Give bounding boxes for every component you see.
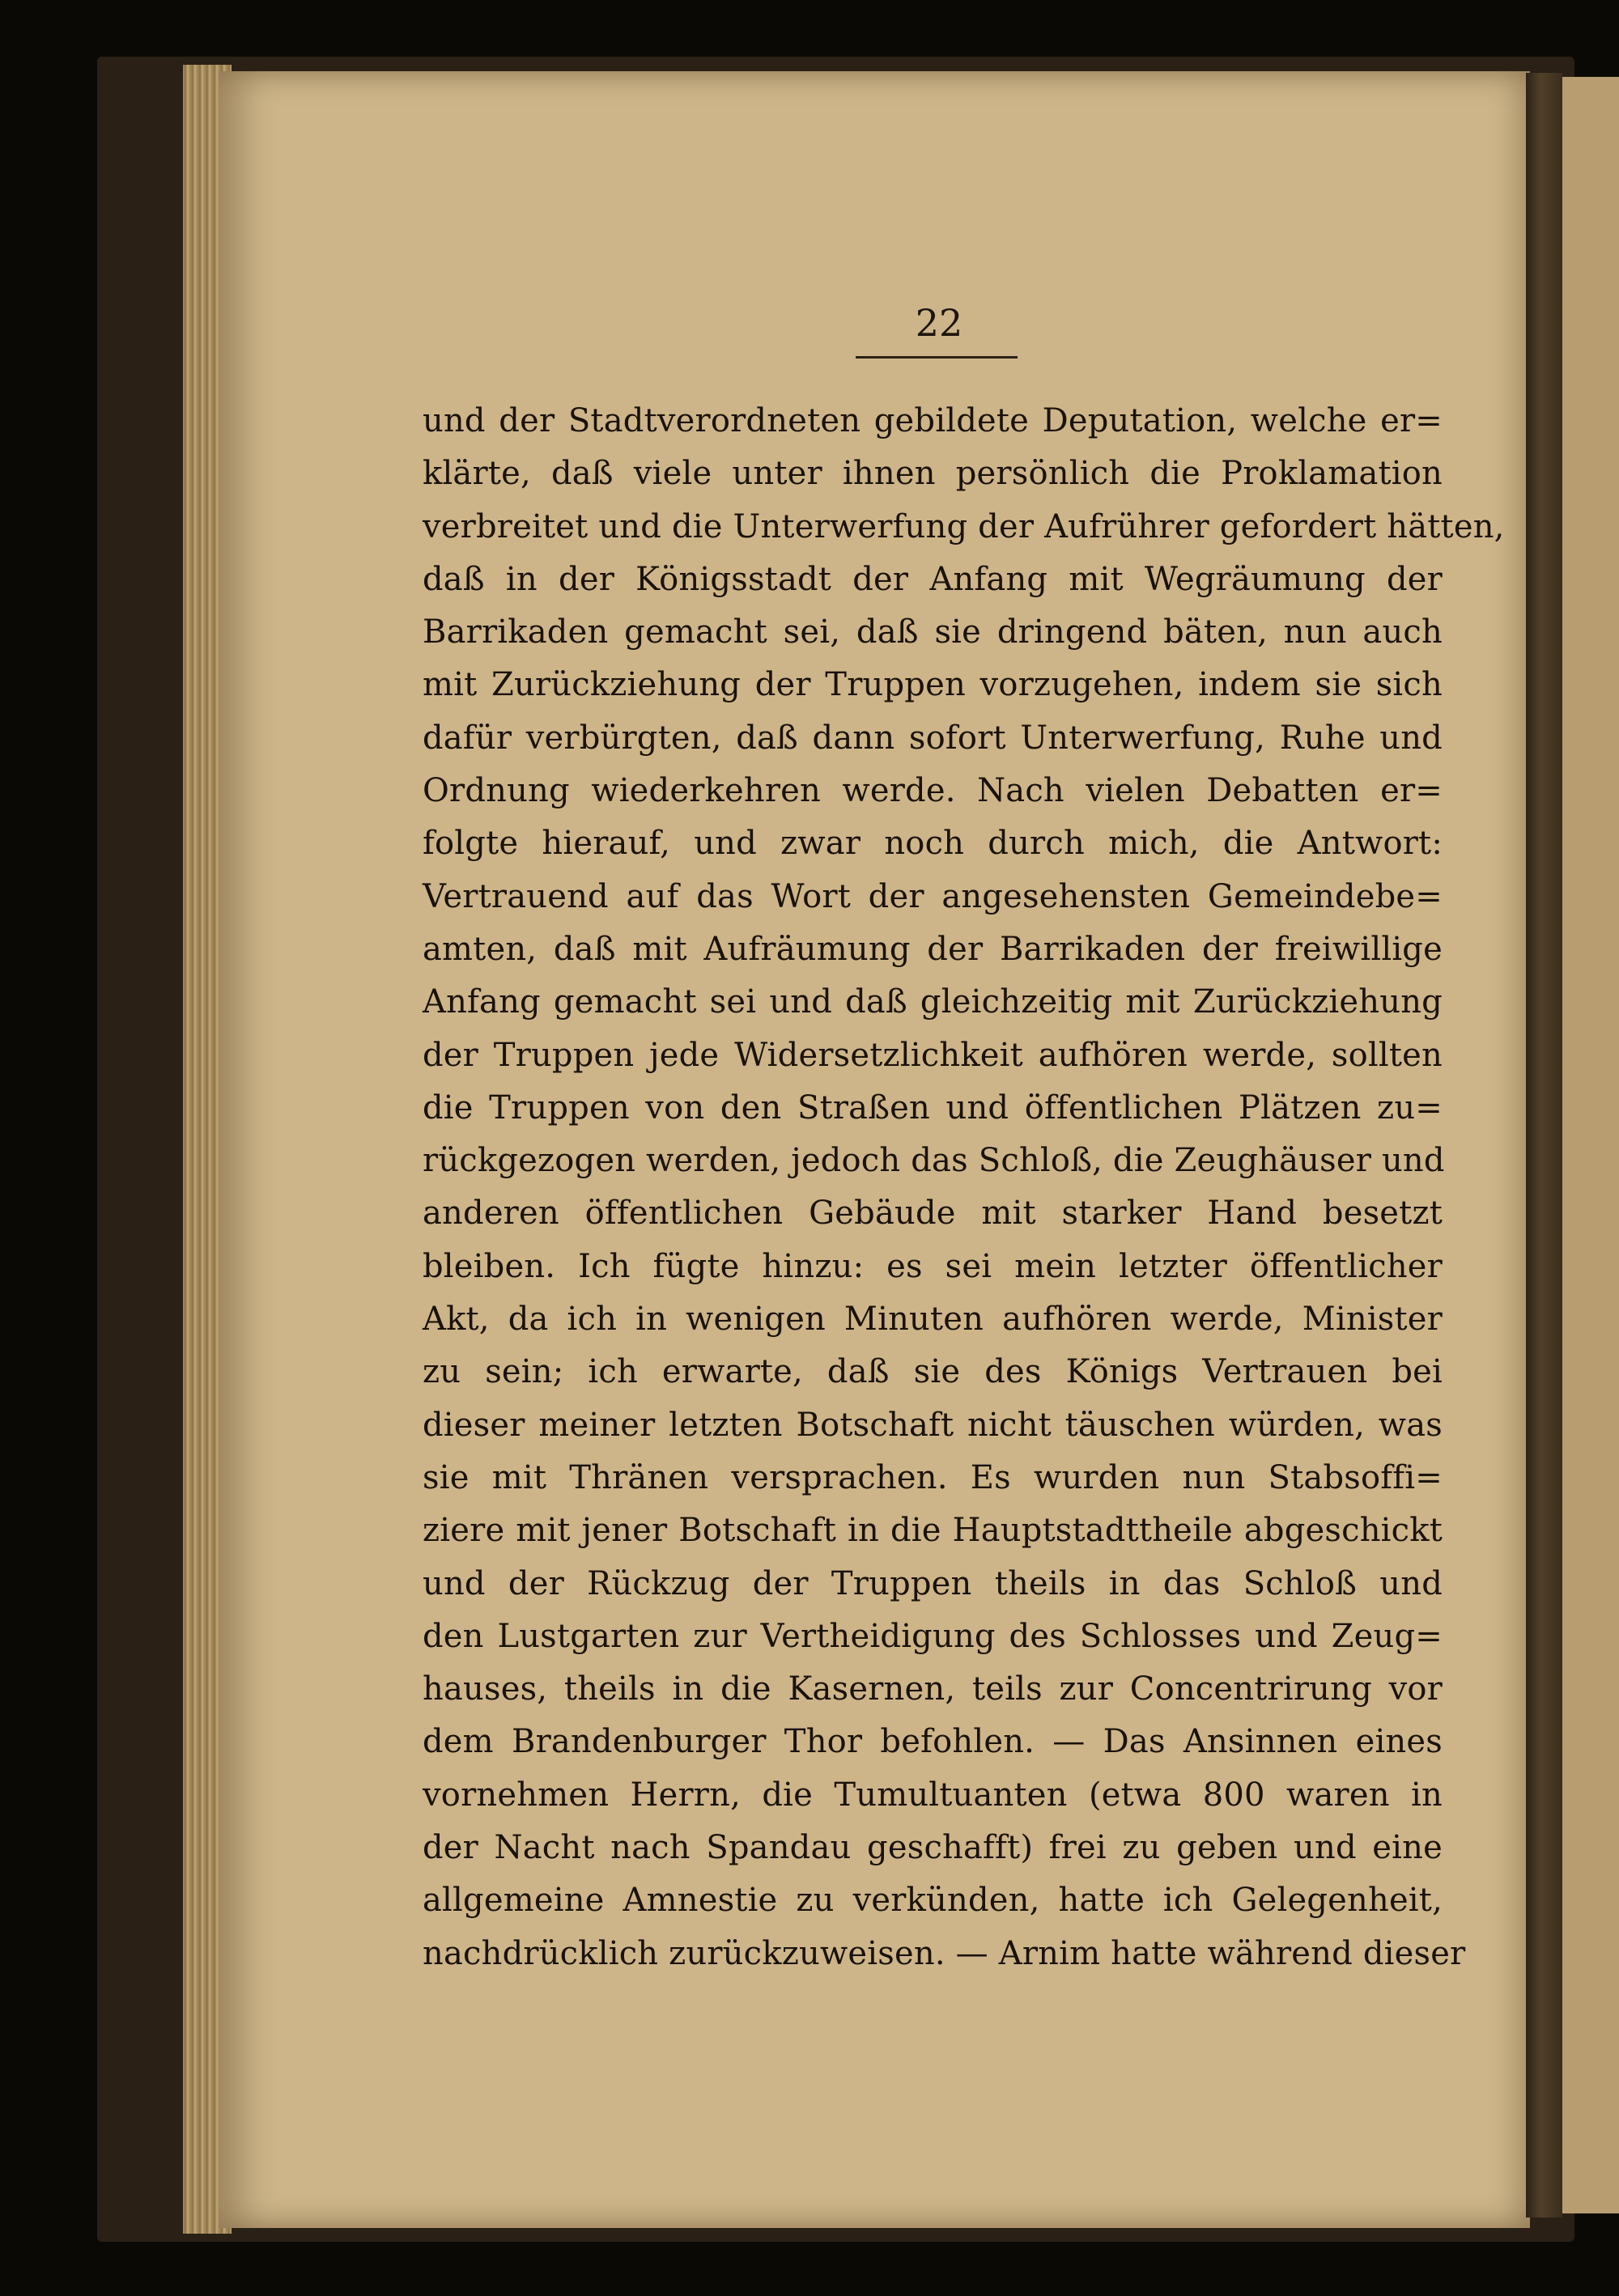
text-line: hauses, theils in die Kasernen, teils zur Concentrirung vor bbox=[423, 1670, 1443, 1708]
text-line: allgemeine Amnestie zu verkünden, hatte ich Gelegenheit, bbox=[423, 1882, 1443, 1920]
book-gutter bbox=[1526, 73, 1562, 2217]
text-line: mit Zurückziehung der Truppen vorzugehen, indem sie sich bbox=[423, 666, 1443, 704]
text-line: rückgezogen werden, jedoch das Schloß, die Zeughäuser und bbox=[423, 1142, 1445, 1180]
text-line: klärte, daß viele unter ihnen persönlich die Proklamation bbox=[423, 455, 1443, 493]
text-line: und der Stadtverordneten gebildete Deputation, welche er= bbox=[423, 402, 1443, 439]
text-line: dem Brandenburger Thor befohlen. — Das Ansinnen eines bbox=[423, 1723, 1443, 1761]
text-line: der Nacht nach Spandau geschafft) frei zu geben und eine bbox=[423, 1829, 1443, 1867]
text-line: den Lustgarten zur Vertheidigung des Schlosses und Zeug= bbox=[423, 1617, 1443, 1655]
text-line: vornehmen Herrn, die Tumultuanten (etwa 800 waren in bbox=[423, 1776, 1443, 1814]
text-line: Anfang gemacht sei und daß gleichzeitig mit Zurückziehung bbox=[423, 983, 1443, 1021]
page-number: 22 bbox=[915, 301, 963, 345]
body-text bbox=[423, 395, 1505, 1980]
text-line: Vertrauend auf das Wort der angesehensten Gemeindebe= bbox=[423, 877, 1443, 915]
text-line: bleiben. Ich fügte hinzu: es sei mein letzter öffentlicher bbox=[423, 1247, 1443, 1285]
text-line: Barrikaden gemacht sei, daß sie dringend bäten, nun auch bbox=[423, 613, 1443, 651]
text-line: dafür verbürgten, daß dann sofort Unterwerfung, Ruhe und bbox=[423, 719, 1443, 757]
text-line: amten, daß mit Aufräumung der Barrikaden der freiwillige bbox=[423, 930, 1443, 968]
text-line: und der Rückzug der Truppen theils in das Schloß und bbox=[423, 1564, 1443, 1602]
text-line: ziere mit jener Botschaft in die Hauptstadttheile abgeschickt bbox=[423, 1512, 1443, 1550]
text-line: verbreitet und die Unterwerfung der Aufrührer gefordert hätten, bbox=[423, 507, 1505, 545]
text-line: folgte hierauf, und zwar noch durch mich, die Antwort: bbox=[423, 825, 1443, 863]
text-line: der Truppen jede Widersetzlichkeit aufhören werde, sollten bbox=[423, 1036, 1443, 1074]
text-line: Ordnung wiederkehren werde. Nach vielen Debatten er= bbox=[423, 772, 1443, 810]
text-line: dieser meiner letzten Botschaft nicht täuschen würden, was bbox=[423, 1406, 1443, 1444]
text-line: sie mit Thränen versprachen. Es wurden nun Stabsoffi= bbox=[423, 1458, 1443, 1496]
text-line: zu sein; ich erwarte, daß sie des Königs Vertrauen bei bbox=[423, 1353, 1443, 1391]
header-rule bbox=[856, 356, 1018, 359]
text-line: die Truppen von den Straßen und öffentlichen Plätzen zu= bbox=[423, 1089, 1443, 1127]
text-line: Akt, da ich in wenigen Minuten aufhören werde, Minister bbox=[423, 1301, 1443, 1339]
text-line: daß in der Königsstadt der Anfang mit Wegräumung der bbox=[423, 560, 1443, 598]
text-line: nachdrücklich zurückzuweisen. — Arnim hatte während dieser bbox=[423, 1934, 1466, 1972]
facing-page-edge bbox=[1562, 77, 1619, 2213]
text-line: anderen öffentlichen Gebäude mit starker Hand besetzt bbox=[423, 1195, 1443, 1233]
